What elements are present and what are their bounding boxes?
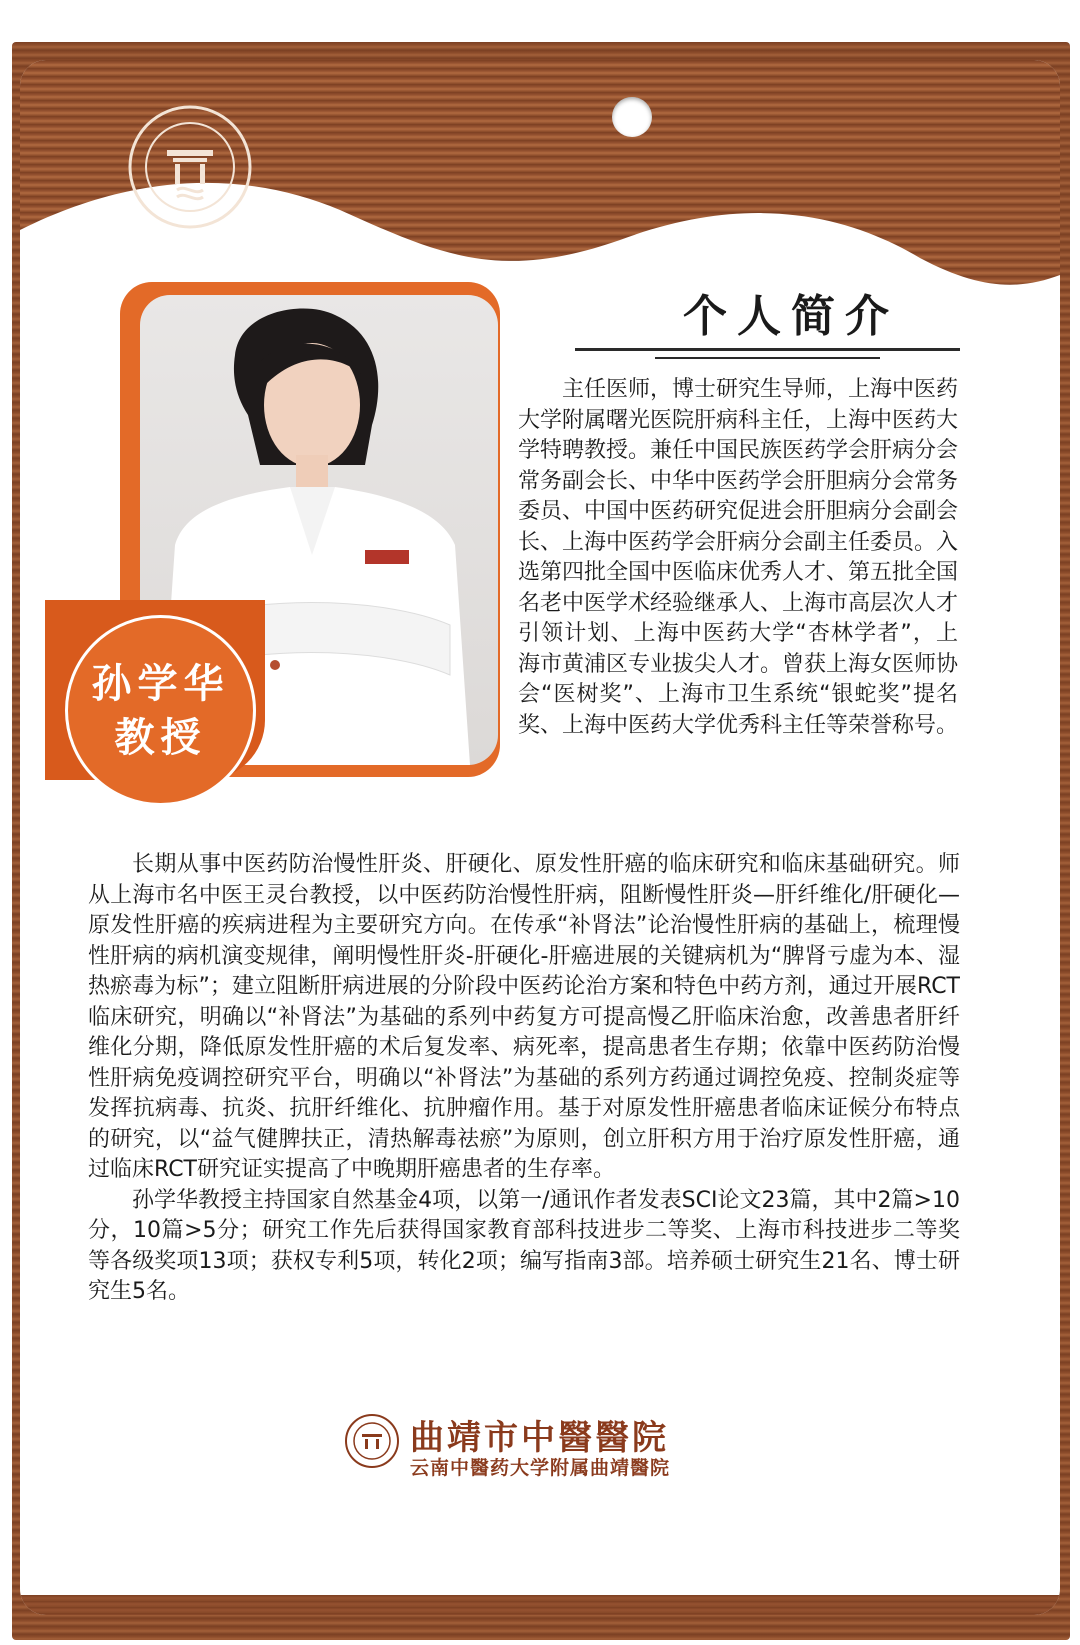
profile-card: [20, 60, 1060, 1615]
heading-rule-short: [655, 357, 880, 359]
section-heading: 个人简介: [683, 291, 899, 342]
intro-body: [88, 850, 960, 1308]
doctor-name: 孙学华: [91, 659, 230, 707]
intro-text-2: 长期从事中医药防治慢性肝炎、肝硬化、原发性肝癌的临床研究和临床基础研究。师从上海市名中医王灵台教授，以中医药防治慢性肝病，阻断慢性肝炎—肝纤维化/肝硬化—原发性肝癌的疾病进程为主要研究方向。在传承“补肾法”论治慢性肝病的基础上，梳理慢性肝病的病机演变规律，阐明慢性肝炎-肝硬化-肝癌进展的关键病机为“脾肾亏虚为本、湿热瘀毒为标”；建立阻断肝病进展的分阶段中医药论治方案和特色中药方剂，通过开展RCT临床研究，明确以“补肾法”为基础的系列中药复方可提高慢乙肝临床治愈，改善患者肝纤维化分期，降低原发性肝癌的术后复发率、病死率，提高患者生存期；依靠中医药防治慢性肝病免疫调控研究平台，明确以“补肾法”为基础的系列方药通过调控免疫、控制炎症等发挥抗病毒、抗炎、抗肝纤维化、抗肿瘤作用。基于对原发性肝癌患者临床证候分布特点的研究，以“益气健脾扶正，清热解毒祛瘀”为原则，创立肝积方用于治疗原发性肝癌，通过临床RCT研究证实提高了中晚期肝癌患者的生存率。: [88, 852, 960, 1182]
hanging-hole: [612, 97, 652, 137]
footer-wood-band: [20, 1595, 1060, 1615]
intro-text-3: 孙学华教授主持国家自然基金4项，以第一/通讯作者发表SCI论文23篇，其中2篇>10分，10篇>5分；研究工作先后获得国家教育部科技进步二等奖、上海市科技进步二等奖等各级奖项13项；获权专利5项，转化2项；编写指南3部。培养硕士研究生21名、博士研究生5名。: [88, 1187, 960, 1304]
footer-hospital-name: 曲靖市中醫醫院: [410, 1418, 669, 1458]
heading-rule: [575, 348, 960, 351]
doctor-title: 教授: [114, 713, 207, 761]
footer-affiliation: 云南中醫药大学附属曲靖醫院: [410, 1457, 671, 1479]
name-badge: [65, 615, 256, 806]
intro-text-1: 主任医师，博士研究生导师，上海中医药大学附属曙光医院肝病科主任，上海中医药大学特聘教授。兼任中国民族医药学会肝病分会常务副会长、中华中医药学会肝胆病分会常务委员、中国中医药研究促进会肝胆病分会副会长、上海中医药学会肝病分会副主任委员。入选第四批全国中医临床优秀人才、第五批全国名老中医学术经验继承人、上海市高层次人才引领计划、上海中医药大学“杏林学者”，上海市黄浦区专业拔尖人才。曾获上海女医师协会“医树奖”、上海市卫生系统“银蛇奖”提名奖、上海中医药大学优秀科主任等荣誉称号。: [518, 377, 959, 738]
intro-paragraph-1: [518, 375, 958, 741]
hospital-seal-logo: [125, 102, 255, 232]
footer-seal-logo: [343, 1412, 401, 1470]
